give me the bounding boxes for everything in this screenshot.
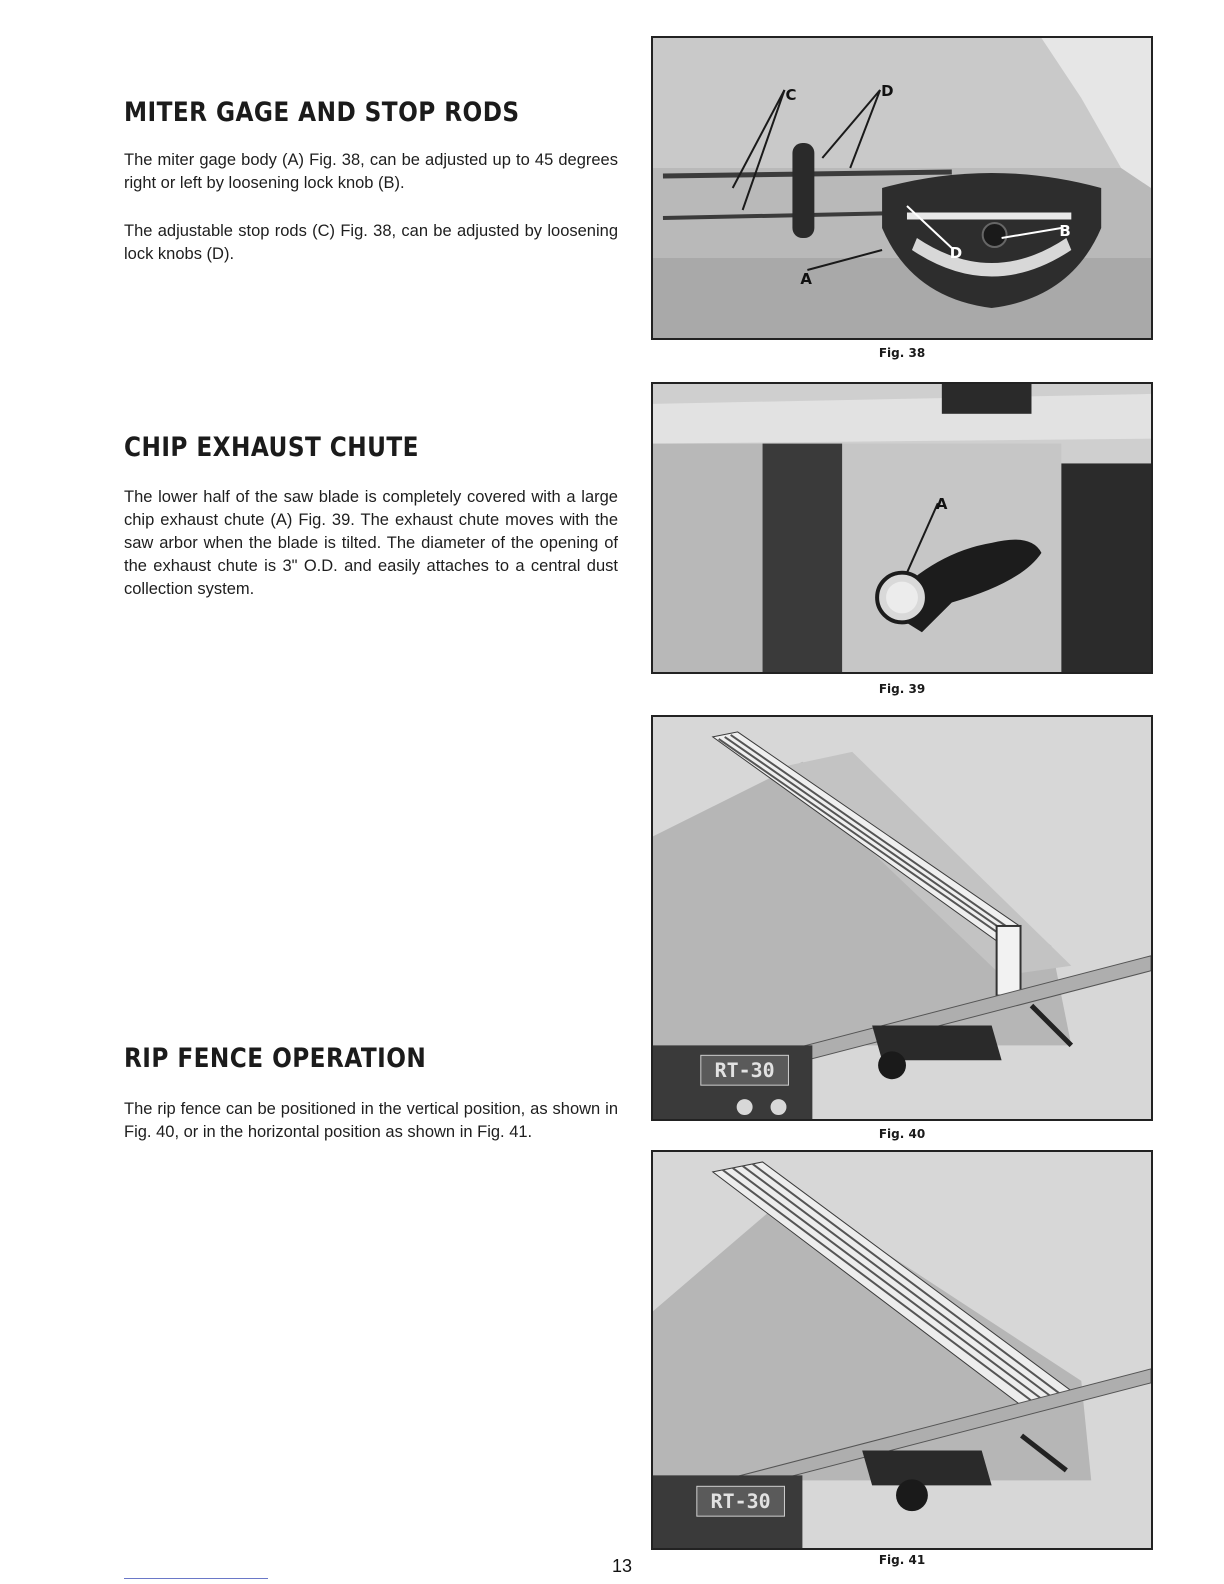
- model-plate-rt30: RT-30: [710, 1490, 771, 1514]
- model-plate-rt30: RT-30: [714, 1059, 775, 1083]
- callout-d-upper: D: [881, 81, 894, 101]
- paragraph-rip-fence: The rip fence can be positioned in the vertical position, as shown in Fig. 40, or in the horizontal position as shown in Fig. 41.: [124, 1100, 618, 1141]
- footer-rule: [124, 1578, 268, 1579]
- heading-rip-fence: RIP FENCE OPERATION: [124, 1043, 427, 1074]
- caption-fig-41: Fig. 41: [878, 1553, 926, 1567]
- figure-38-photo: [651, 36, 1153, 340]
- miter-gage-illustration: [653, 38, 1151, 338]
- caption-fig-38: Fig. 38: [878, 346, 926, 360]
- paragraph-chip-exhaust: The lower half of the saw blade is completely covered with a large chip exhaust chute (A) Fig. 39. The exhaust chute moves with the saw arbor when the blade is tilted. The diameter of the opening of the exhaust chute is 3" O.D. and easily attaches to a central dust collection system.: [124, 488, 618, 598]
- figure-41-photo: [651, 1150, 1153, 1550]
- page-number: 13: [612, 1556, 633, 1576]
- callout-a: A: [800, 269, 812, 289]
- callout-c: C: [785, 85, 797, 105]
- paragraph-miter-gage-body: The miter gage body (A) Fig. 38, can be adjusted up to 45 degrees right or left by loosening lock knob (B).: [124, 151, 618, 192]
- callout-d-lower: D: [949, 243, 963, 263]
- exhaust-chute-illustration: [653, 384, 1151, 672]
- rip-fence-horizontal-illustration: [653, 1152, 1151, 1548]
- rip-fence-vertical-illustration: [653, 717, 1151, 1119]
- caption-fig-39: Fig. 39: [878, 682, 926, 696]
- figure-39-photo: [651, 382, 1153, 674]
- heading-miter-gage: MITER GAGE AND STOP RODS: [124, 97, 520, 128]
- caption-fig-40: Fig. 40: [878, 1127, 926, 1141]
- callout-a: A: [935, 495, 948, 514]
- figure-40-photo: [651, 715, 1153, 1121]
- heading-chip-exhaust: CHIP EXHAUST CHUTE: [124, 432, 419, 463]
- callout-b: B: [1059, 221, 1071, 241]
- paragraph-stop-rods: The adjustable stop rods (C) Fig. 38, can be adjusted by loosening lock knobs (D).: [124, 222, 618, 263]
